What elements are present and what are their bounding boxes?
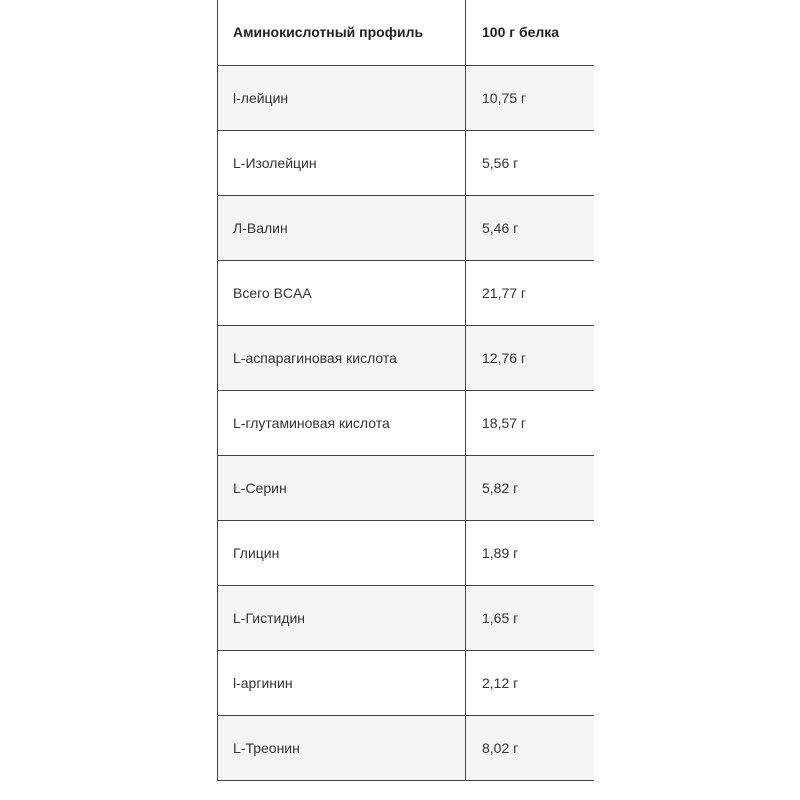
- amino-acid-amount: 5,56 г: [466, 130, 594, 195]
- column-header-amino-acid: Аминокислотный профиль: [218, 0, 466, 65]
- amino-acid-amount: 18,57 г: [466, 390, 594, 455]
- table-row: [218, 65, 594, 130]
- amino-acid-amount: 5,82 г: [466, 455, 594, 520]
- amino-acid-name: L-Серин: [218, 455, 466, 520]
- amino-acid-name: l-аргинин: [218, 650, 466, 715]
- amino-acid-profile-table: [217, 0, 594, 781]
- amino-acid-amount: 5,46 г: [466, 195, 594, 260]
- table-row: [218, 260, 594, 325]
- amino-acid-amount: 1,89 г: [466, 520, 594, 585]
- table-row: [218, 455, 594, 520]
- amino-acid-name: Всего BCAA: [218, 260, 466, 325]
- amino-acid-amount: 21,77 г: [466, 260, 594, 325]
- table-row: [218, 325, 594, 390]
- amino-acid-amount: 2,12 г: [466, 650, 594, 715]
- amino-acid-name: Л-Валин: [218, 195, 466, 260]
- amino-acid-name: L-Гистидин: [218, 585, 466, 650]
- table-row: [218, 520, 594, 585]
- table-header-row: [218, 0, 594, 65]
- amino-acid-name: l-лейцин: [218, 65, 466, 130]
- table-row: [218, 585, 594, 650]
- table-row: [218, 195, 594, 260]
- amino-acid-name: Глицин: [218, 520, 466, 585]
- table-row: [218, 130, 594, 195]
- amino-acid-amount: 10,75 г: [466, 65, 594, 130]
- amino-acid-name: L-Треонин: [218, 715, 466, 780]
- table-row: [218, 650, 594, 715]
- amino-acid-amount: 12,76 г: [466, 325, 594, 390]
- amino-acid-name: L-глутаминовая кислота: [218, 390, 466, 455]
- amino-acid-name: L-аспарагиновая кислота: [218, 325, 466, 390]
- column-header-per-100g: 100 г белка: [466, 0, 594, 65]
- amino-acid-name: L-Изолейцин: [218, 130, 466, 195]
- table-row: [218, 715, 594, 780]
- table-row: [218, 390, 594, 455]
- amino-acid-amount: 1,65 г: [466, 585, 594, 650]
- amino-acid-amount: 8,02 г: [466, 715, 594, 780]
